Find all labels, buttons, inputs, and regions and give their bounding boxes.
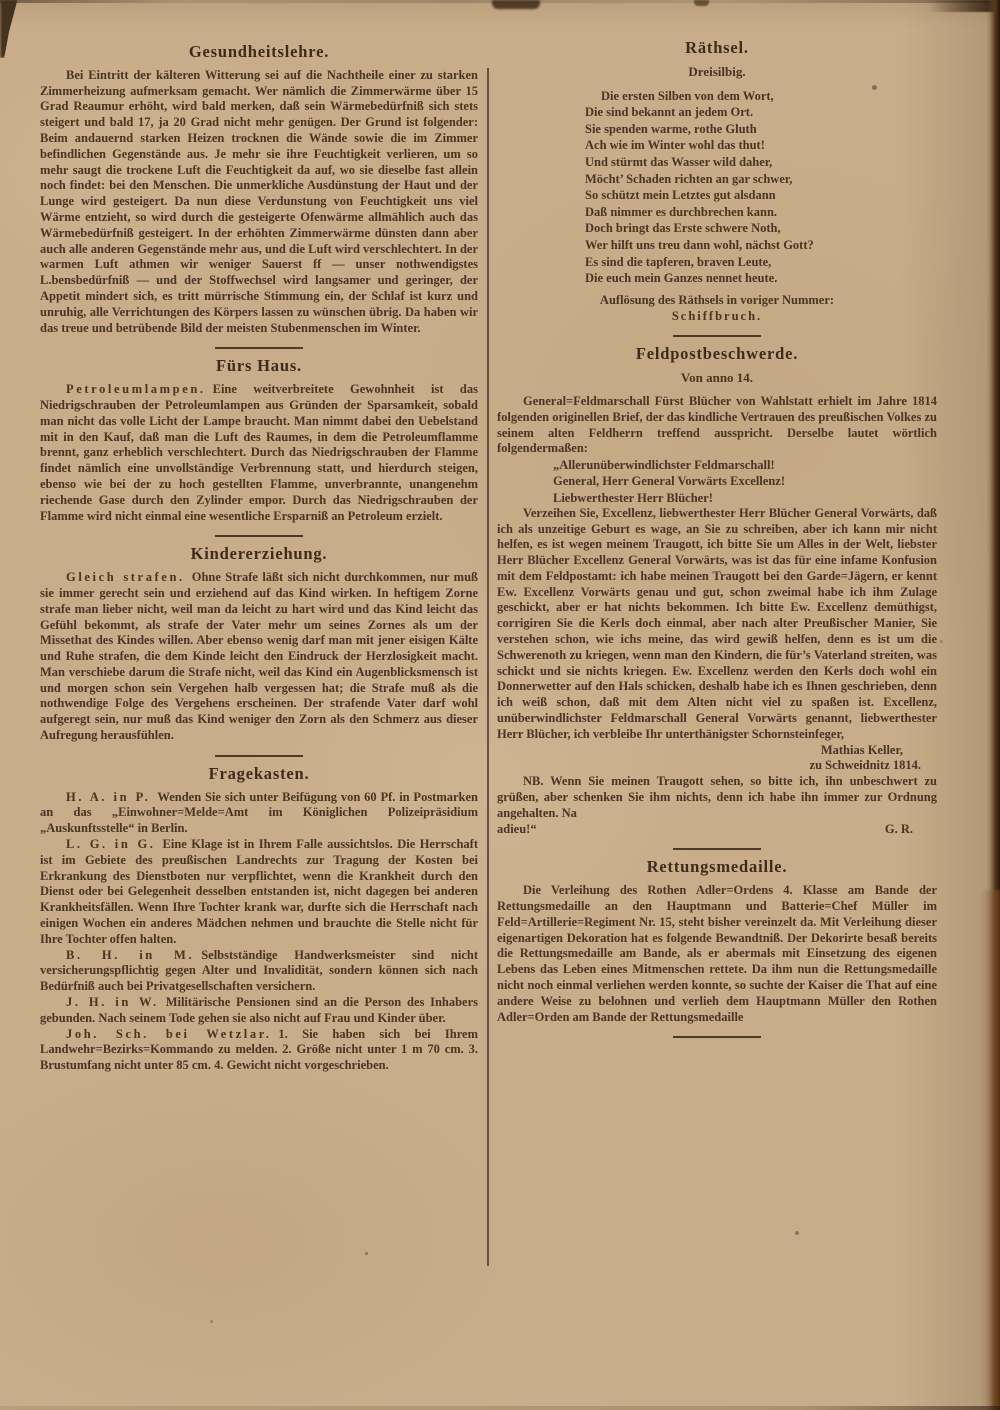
- poem-line: Es sind die tapferen, braven Leute,: [585, 254, 772, 269]
- qa-answer: 1. Sie haben sich bei Ihrem Landwehr=Bezirks=Kommando zu melden. 2. Größe nicht unter 1 m 70 cm. 3. Brustumfang nicht unter 85 cm. 4. Gewicht nicht vorgeschrieben.: [40, 1026, 478, 1073]
- salutation-line: General, Herr General Vorwärts Excellenz!: [553, 474, 785, 489]
- section-divider: [215, 347, 303, 349]
- section-divider: [673, 848, 761, 850]
- scan-ink-mark: [694, 0, 709, 6]
- section-subtitle: Dreisilbig.: [688, 63, 746, 79]
- qa-item: [40, 790, 478, 837]
- poem-line: Daß nimmer es durchbrechen kann.: [585, 204, 778, 219]
- qa-answer: Selbstständige Handwerksmeister sind nicht versicherungspflichtig gegen Alter und Invalidität, sondern können sich nach Bedürfniß auch bei Privatgesellschaften versichern.: [40, 947, 478, 994]
- article-paragraph: [40, 68, 478, 337]
- poem-line: Möcht’ Schaden richten an gar schwer,: [585, 171, 793, 186]
- scan-bottom-edge: [0, 1406, 1000, 1410]
- poem-line: Die sind bekannt an jedem Ort.: [585, 105, 754, 120]
- paper-speck: [365, 1252, 368, 1255]
- poem-line: Sie spenden warme, rothe Gluth: [585, 121, 757, 136]
- qa-addressee: H. A. in P.: [66, 789, 151, 804]
- riddle-poem: [585, 88, 937, 287]
- paper-speck: [940, 640, 943, 643]
- qa-item: [40, 837, 478, 948]
- letter-postscript-tail: [497, 822, 937, 838]
- paragraph-text: Ohne Strafe läßt sich nicht durchkommen, nur muß sie immer gerecht sein und erziehend auf das Kind wirken. In heftigem Zorne strafe man lieber nicht, weil man da leicht zu hart wird und das Kind leicht das Gefühl bekommt, als strafe der Vater mehr um seines Zornes als um der Missethat des Kindes willen. Aber ebenso wenig darf man mit jener eisigen Kälte und Ruhe strafen, die dem Kinde leicht den Eindruck der Herzlosigkeit macht. Man verschiebe darum die Strafe nicht, weil das Kind ein Augenblicksmensch ist und morgen schon sein Vergehen halb vergessen hat; die Strafe muß als die nothwendige Folge des Vergehens erscheinen. Der strafende Vater darf wohl aufgeregt sein, nur muß das Kind weniger den Zorn als den Schmerz aus dieser Aufregung herausfühlen.: [40, 570, 478, 743]
- section-title: Fürs Haus.: [216, 356, 302, 376]
- section-gesundheitslehre: [40, 44, 478, 349]
- section-divider: [215, 755, 303, 757]
- salutation-line: „Allerunüberwindlichster Feldmarschall!: [553, 458, 775, 473]
- riddle-solution-intro: Auflösung des Räthsels in voriger Nummer:: [599, 292, 835, 307]
- qa-answer: Wenden Sie sich unter Beifügung von 60 Pf. in Postmarken an das „Einwohner=Melde=Amt im Königlichen Polizeipräsidium „Auskunftsstelle“ in Berlin.: [40, 789, 479, 836]
- section-rettungsmedaille: [497, 859, 937, 1038]
- paragraph-text: Bei Eintritt der kälteren Witterung sei auf die Nachtheile einer zu starken Zimmerheizung aufmerksam gemacht. Wer nämlich die Zimmerwärme über 15 Grad Reaumur erhöht, wird bald merken, daß sein Wärmebedürfniß sich stets steigert und bald 17, ja 20 Grad nicht mehr genügen. Der Grund ist folgender: Beim andauernd starken Heizen trocknen die Wände sowie die im Zimmer befindlichen Gegenstände aus. Je mehr sie ihre Feuchtigkeit verlieren, um so mehr saugt die trockene Luft die Feuchtigkeit da auf, wo sie dieselbe fast allein noch findet: bei den Menschen. Die unmerkliche Ausdünstung der Haut und der Lunge wird gesteigert. Da nun diese Verdunstung von Feuchtigkeit uns viel Wärme entzieht, so wird durch die gesteigerte Ofenwärme allmählich auch das Wärmebedürfniß gesteigert. In der erhöhten Zimmerwärme dünsten dann aber auch alle anderen Gegenstände mehr aus, und die Luft wird verschlechtert. In der warmen Luft athmen wir weniger Sauerst ff — unser nothwendigstes L.bensbedürfniß — und der Stoffwechsel wird langsamer und geringer, der Appetit mindert sich, es tritt mürrische Stimmung ein, der Schlaf ist kurz und unruhig, alle Verrichtungen des Körpers lassen zu wünschen übrig. Da haben wir das treue und betrübende Bild der meisten Stubenmenschen im Winter.: [40, 67, 478, 335]
- poem-line: Die ersten Silben von dem Wort,: [601, 88, 774, 103]
- qa-addressee: J. H. in W.: [66, 995, 159, 1010]
- section-title: Fragekasten.: [208, 763, 310, 783]
- section-title: Räthsel.: [685, 38, 749, 57]
- letter-signature-name: Mathias Keller,: [820, 742, 903, 757]
- qa-item: [40, 948, 478, 995]
- column-divider-rule: [487, 68, 489, 1266]
- paper-speck: [795, 1231, 799, 1235]
- qa-addressee: B. H. in M.: [66, 947, 195, 962]
- article-paragraph: General=Feldmarschall Fürst Blücher von Wahlstatt erhielt im Jahre 1814 folgenden originellen Brief, der das kindliche Vertrauen des preußischen Volkes zu seinem alten Feldherrn treffend ausspricht. Derselbe lautet wörtlich folgendermaßen:: [497, 393, 937, 456]
- right-column: [497, 40, 937, 1047]
- section-kindererziehung: [40, 546, 478, 757]
- poem-line: Wer hilft uns treu dann wohl, nächst Gott?: [585, 237, 814, 252]
- section-subtitle: Von anno 14.: [680, 370, 754, 386]
- section-title: Kindererziehung.: [190, 544, 328, 564]
- salutation-line: Liebwerthester Herr Blücher!: [553, 490, 713, 505]
- poem-line: So schützt mein Letztes gut alsdann: [585, 188, 776, 203]
- section-fuers-haus: [40, 358, 478, 537]
- letter-body: Verzeihen Sie, Excellenz, liebwerthester Herr Blücher General Vorwärts, daß ich als unzeitige Geburt es wage, an Sie zu schreiben, aber ich kann mir nicht helfen, es ist wegen meinem Traugott, ich bitte Sie um Alles in der Welt, liebster Herr Blücher Excellenz General Vorwärts, was ist das für eine infame Konfusion mit dem Feldpostamt: ich habe meinen Traugott bei den Garde=Jägern, er kennt Ew. Excellenz Vorwärts genau und gut, schon zweimal habe ich ihm Zulage geschickt, aber er hat nichts bekommen. Ich bitte Ew. Excellenz demüthigst, corrigiren Sie die Kerls doch einmal, aber nach alter Preußischer Manier, Sie verstehen schon, wie ichs meine, das wird gewiß helfen, denn es ist um die Schwerenoth zu kriegen, wenn man den Kindern, die für’s Vaterland streiten, was schickt und sie nichts kriegen. Ew. Excellenz werden den Kerls doch wohl ein Donnerwetter auf den Hals schicken, deshalb habe ich es Ihnen geschrieben, denn ich weiß schon, daß mit dem Alten nicht viel zu spaßen ist. Excellenz, unüberwindlichster Feldmarschall General Vorwärts genannt, liebwerthester Herr Blücher, ich verbleibe Ihr unterthänigster Schornsteinfeger,: [497, 505, 937, 741]
- article-paragraph: [40, 570, 478, 744]
- article-paragraph: Die Verleihung des Rothen Adler=Ordens 4. Klasse am Bande der Rettungsmedaille an den Hauptmann und Batterie=Chef Müller im Feld=Artillerie=Regiment Nr. 15, steht bisher vereinzelt da. Mit Verleihung dieser eigenartigen Dekoration hat es folgende Bewandtniß. Der Dekorirte besaß bereits die Rettungsmedaille am Bande, als er abermals mit Einsetzung des eigenen Lebens das Leben eines Mitmenschen rettete. Da ihm nun die Rettungsmedaille nicht noch einmal verliehen werden konnte, so suchte der Kaiser die That auf eine andere Weise zu belohnen und verlieh dem Hauptmann Müller den Rothen Adler=Orden am Bande der Rettungsmedaille: [497, 883, 937, 1024]
- letter-signature-place: zu Schweidnitz 1814.: [809, 758, 921, 773]
- section-fragekasten: [40, 763, 479, 1074]
- section-divider: [673, 335, 761, 337]
- letter-postscript: NB. Wenn Sie meinen Traugott sehen, so bitte ich, ihn unbeschwert zu grüßen, aber schenken Sie ihm nichts, denn ich habe ihn immer zur Ordnung angehalten. Na: [497, 774, 937, 820]
- poem-line: Und stürmt das Wasser wild daher,: [585, 154, 773, 169]
- paper-speck: [210, 1320, 213, 1323]
- section-title: Rettungsmedaille.: [646, 857, 788, 877]
- section-title: Gesundheitslehre.: [188, 42, 330, 61]
- section-title: Feldpostbeschwerde.: [635, 344, 799, 364]
- qa-answer: Eine Klage ist in Ihrem Falle aussichtslos. Die Herrschaft ist im Gebiete des preußischen Landrechts zur Tragung der Kosten bei Erkrankung des Dienstboten nur verpflichtet, wenn die Krankheit durch den Dienst oder bei Gelegenheit desselben entstanden ist, nicht dagegen bei anderen Krankheitsfällen. Wenn Ihre Tochter krank war, durfte sich die Herrschaft nach einigen Wochen ein anderes Mädchen nehmen und brauchte die Stelle nicht für Ihre Tochter offen halten.: [40, 837, 478, 946]
- qa-item: [40, 995, 478, 1027]
- poem-line: Ach wie im Winter wohl das thut!: [585, 138, 765, 153]
- postscript-closing: adieu!“: [497, 821, 537, 836]
- left-column: [40, 44, 478, 1074]
- qa-answer: Militärische Pensionen sind an die Person des Inhabers gebunden. Nach seinem Tode gehen sie also nicht auf Frau und Kinder über.: [40, 995, 479, 1025]
- qa-addressee: L. G. in G.: [66, 837, 156, 852]
- postscript-initials: G. R.: [884, 821, 913, 836]
- poem-line: Die euch mein Ganzes nennet heute.: [585, 271, 778, 286]
- section-divider: [673, 1036, 761, 1038]
- section-raethsel: [497, 40, 937, 337]
- qa-item: [40, 1027, 478, 1074]
- article-paragraph: [40, 382, 478, 524]
- poem-line: Doch bringt das Erste schwere Noth,: [585, 221, 781, 236]
- scan-right-edge: [980, 890, 1000, 1410]
- section-feldpostbeschwerde: [497, 346, 937, 850]
- paragraph-lead: Petroleumlampen.: [66, 382, 206, 397]
- scan-ink-mark: [492, 0, 540, 9]
- section-divider: [215, 535, 303, 537]
- riddle-solution: Schiffbruch.: [671, 308, 763, 323]
- paragraph-text: Eine weitverbreitete Gewohnheit ist das Niedrigschrauben der Petroleumlampen aus Gründen der Sparsamkeit, sobald man nicht das volle Licht der Lampe braucht. Man nimmt dabei den Uebelstand mit in den Kauf, daß man die Luft des Raumes, in dem die Petroleumflamme brennt, ganz erheblich verschlechtert. Durch das Niedrigschrauben der Flamme findet nämlich eine unvollständige Verbrennung statt, und hierdurch steigen, ebenso wie bei der zu hoch gestellten Flamme, unverbrannte, unangenehm riechende Gase durch den Zylinder empor. Durch das Niedrigschrauben der Flamme wird nicht einmal eine wesentliche Ersparniß an Petroleum erzielt.: [40, 382, 478, 523]
- paragraph-lead: Gleich strafen.: [66, 570, 185, 585]
- letter-salutation: [553, 457, 937, 506]
- scan-corner-artifact: [0, 0, 30, 58]
- qa-addressee: Joh. Sch. bei Wetzlar.: [66, 1026, 272, 1041]
